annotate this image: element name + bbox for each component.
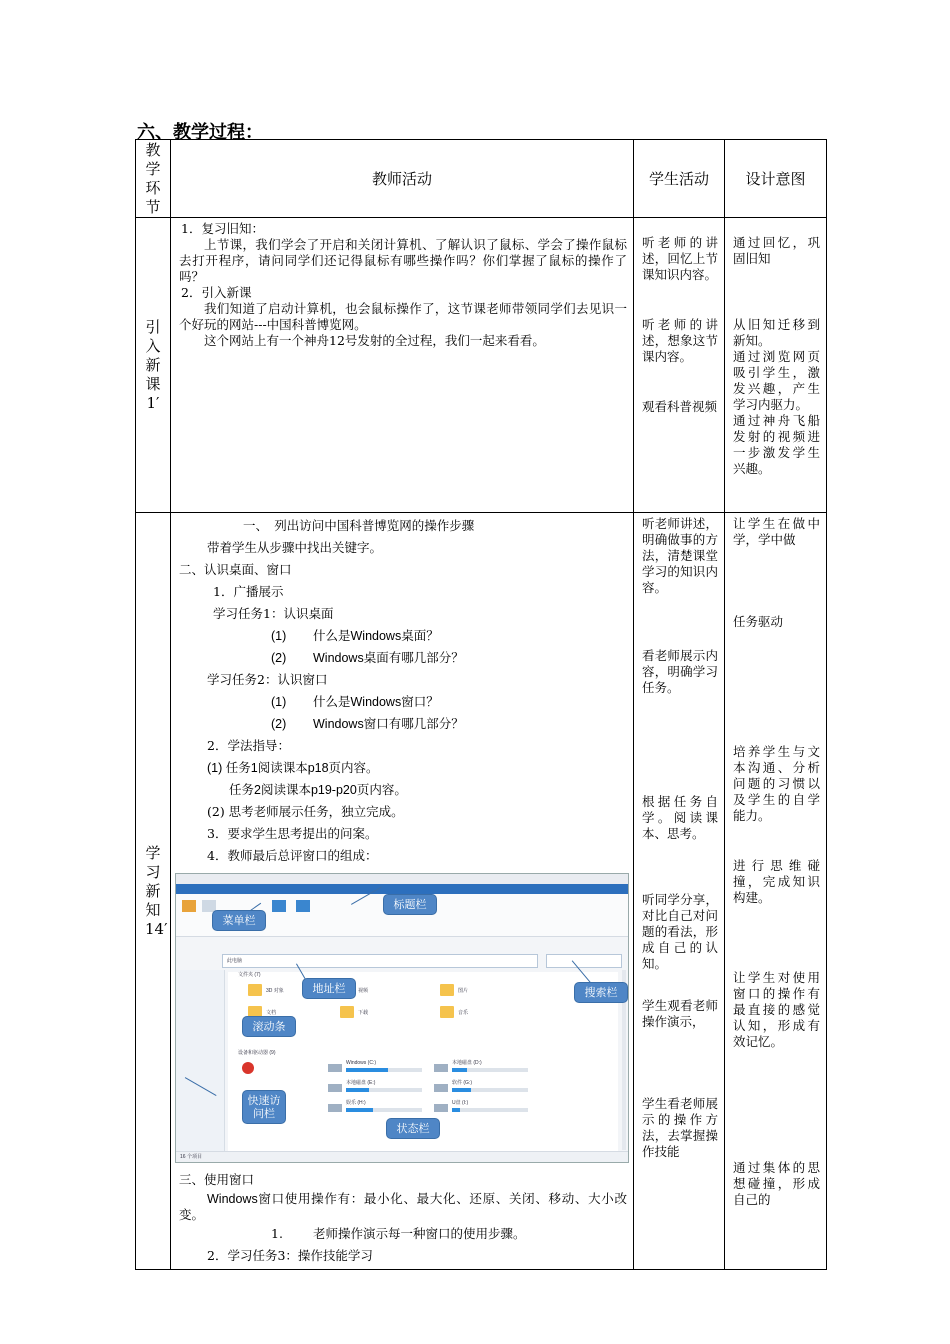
question-number: (2) bbox=[271, 717, 287, 731]
fig-folder-label: 视频 bbox=[358, 988, 369, 994]
question-text: 什么是Windows桌面？ bbox=[313, 629, 439, 643]
callout-status-bar: 状态栏 bbox=[386, 1118, 440, 1139]
step-number: 1. bbox=[271, 1226, 283, 1241]
list-item: 让学生对使用窗口的操作有最直接的感觉认知，形成有效记忆。 bbox=[733, 970, 820, 1049]
paragraph: 2．学习任务3：操作技能学习 bbox=[207, 1248, 373, 1263]
table-header-row bbox=[136, 140, 827, 218]
paragraph: 1．广播展示 bbox=[213, 584, 284, 599]
callout-search-bar: 搜索栏 bbox=[574, 982, 628, 1003]
settings-icon bbox=[296, 900, 310, 912]
callout-menu-bar: 菜单栏 bbox=[212, 910, 266, 931]
drive-usage-bar bbox=[346, 1088, 422, 1092]
drive-icon bbox=[328, 1064, 342, 1072]
task-title: 学习任务1：认识桌面 bbox=[213, 606, 334, 621]
section-heading: 六、教学过程： bbox=[137, 122, 263, 143]
header-design: 设计意图 bbox=[725, 140, 827, 218]
fig-devices-header: 设备和驱动器 (9) bbox=[238, 1050, 276, 1056]
list-item: 任务驱动 bbox=[733, 614, 784, 629]
question-item bbox=[179, 713, 627, 735]
paragraph: 4．教师最后总评窗口的组成： bbox=[207, 848, 378, 863]
step-heading: 二、认识桌面、窗口 bbox=[179, 562, 292, 577]
callout-address-bar: 地址栏 bbox=[302, 978, 356, 999]
list-item: 让学生在做中学，学中做 bbox=[733, 516, 820, 547]
question-number: (1) bbox=[271, 629, 287, 643]
fig-folder-label: 文档 bbox=[266, 1010, 277, 1016]
list-item: 观看科普视频 bbox=[642, 399, 718, 414]
fig-drive-label: U盘 (I:) bbox=[452, 1100, 469, 1106]
drive-usage-bar bbox=[452, 1088, 528, 1092]
fig-folder-label: 图片 bbox=[458, 988, 469, 994]
question-text: Windows窗口有哪几部分？ bbox=[313, 717, 464, 731]
student-activity-intro bbox=[634, 218, 725, 513]
question-text: Windows桌面有哪几部分？ bbox=[313, 651, 464, 665]
drive-icon bbox=[434, 1104, 448, 1112]
stage-intro: 引入新课1′ bbox=[136, 218, 171, 513]
callout-quick-access: 快速访问栏 bbox=[242, 1090, 286, 1124]
fig-navigation-pane bbox=[176, 970, 225, 1152]
fig-folder-label: 3D 对象 bbox=[266, 988, 284, 994]
list-item: 通过浏览网页吸引学生，激发兴趣，产生学习内驱力。 bbox=[733, 349, 820, 412]
fig-address-text: 此电脑 bbox=[227, 958, 243, 964]
list-item: 进行思维碰撞，完成知识构建。 bbox=[733, 858, 820, 905]
fig-address-box bbox=[222, 954, 538, 968]
design-intent-new bbox=[725, 513, 827, 1270]
question-item bbox=[179, 647, 627, 669]
item-title: 2．引入新课 bbox=[181, 285, 252, 300]
drive-icon bbox=[434, 1084, 448, 1092]
task-title: 学习任务2：认识窗口 bbox=[207, 672, 328, 687]
fig-drive-label: Windows (C:) bbox=[346, 1060, 377, 1066]
explorer-window-screenshot bbox=[175, 873, 629, 1163]
list-item: 培养学生与文本沟通、分析问题的习惯以及学生的自学能力。 bbox=[733, 744, 820, 823]
fig-drive-label: 本地磁盘 (E:) bbox=[346, 1080, 376, 1086]
table-row bbox=[136, 513, 827, 1270]
question-number: (2) bbox=[271, 651, 287, 665]
callout-title-bar: 标题栏 bbox=[383, 894, 437, 915]
table-row bbox=[136, 218, 827, 513]
paragraph: (1) 任务1阅读课本p18页内容。 bbox=[207, 761, 379, 775]
list-item: 听老师的讲述，想象这节课内容。 bbox=[642, 317, 718, 364]
fig-search-box bbox=[546, 954, 622, 968]
teacher-activity-new bbox=[171, 513, 634, 1270]
folder-icon bbox=[440, 1006, 454, 1018]
teaching-process-table bbox=[135, 139, 827, 1270]
paragraph: Windows窗口使用操作有：最小化、最大化、还原、关闭、移动、大小改变。 bbox=[179, 1192, 627, 1222]
header-teacher: 教师活动 bbox=[171, 140, 634, 218]
fig-drive-label: 本地磁盘 (D:) bbox=[452, 1060, 482, 1066]
fig-ribbon-tabs bbox=[176, 884, 628, 894]
question-item bbox=[179, 691, 627, 713]
paragraph: 2．学法指导： bbox=[207, 738, 290, 753]
fig-drive-label: 娱乐 (H:) bbox=[346, 1100, 366, 1106]
list-item: 听同学分享，对比自己对问题的看法，形成自己的认知。 bbox=[642, 892, 718, 971]
list-item: 学生观看老师操作演示， bbox=[642, 998, 718, 1029]
paragraph: 我们知道了启动计算机，也会鼠标操作了，这节课老师带领同学们去见识一个好玩的网站---中国科普博览网。 bbox=[179, 301, 627, 332]
fig-drive-label: 软件 (G:) bbox=[452, 1080, 472, 1086]
list-item: 听老师的讲述，回忆上节课知识内容。 bbox=[642, 235, 718, 282]
design-intent-intro bbox=[725, 218, 827, 513]
question-text: 什么是Windows窗口？ bbox=[313, 695, 439, 709]
list-item: 通过神舟飞船发射的视频进一步激发学生兴趣。 bbox=[733, 413, 820, 476]
folder-icon bbox=[440, 984, 454, 996]
paragraph: 任务2阅读课本p19-p20页内容。 bbox=[229, 783, 407, 797]
header-stage: 教学环节 bbox=[136, 140, 171, 218]
step-text: 老师操作演示每一种窗口的使用步骤。 bbox=[313, 1226, 526, 1241]
list-item: 学生看老师展示的操作方法，去掌握操作技能 bbox=[642, 1096, 718, 1159]
list-item: 听老师讲述，明确做事的方法，清楚课堂学习的知识内容。 bbox=[642, 516, 718, 595]
paragraph bbox=[179, 1223, 627, 1245]
paragraph: 这个网站上有一个神舟12号发射的全过程，我们一起来看看。 bbox=[204, 333, 545, 348]
folder-icon bbox=[248, 984, 262, 996]
callout-scrollbar: 滚动条 bbox=[242, 1016, 296, 1037]
network-icon bbox=[272, 900, 286, 912]
question-item bbox=[179, 625, 627, 647]
drive-icon bbox=[328, 1084, 342, 1092]
app-icon bbox=[242, 1062, 254, 1074]
fig-folders-header: 文件夹 (7) bbox=[238, 972, 261, 978]
list-item: 通过集体的思想碰撞，形成自己的 bbox=[733, 1160, 820, 1207]
fig-status-text: 16 个项目 bbox=[180, 1154, 202, 1160]
fig-status-bar bbox=[176, 1151, 628, 1162]
drive-usage-bar bbox=[346, 1068, 422, 1072]
student-activity-new bbox=[634, 513, 725, 1270]
drive-usage-bar bbox=[452, 1108, 528, 1112]
paragraph: 3．要求学生思考提出的问案。 bbox=[207, 826, 378, 841]
item-title: 1．复习旧知： bbox=[181, 221, 264, 236]
teacher-activity-intro bbox=[171, 218, 634, 513]
folder-icon bbox=[340, 1006, 354, 1018]
list-item: 从旧知迁移到新知。 bbox=[733, 317, 820, 348]
paragraph: 上节课，我们学会了开启和关闭计算机、了解认识了鼠标、学会了操作鼠标去打开程序，请问同学们还记得鼠标有哪些操作吗？你们掌握了鼠标的操作了吗？ bbox=[179, 237, 627, 284]
header-student: 学生活动 bbox=[634, 140, 725, 218]
paragraph: (2) 思考老师展示任务，独立完成。 bbox=[207, 804, 404, 819]
paragraph: 带着学生从步骤中找出关键字。 bbox=[207, 540, 383, 555]
list-item: 看老师展示内容，明确学习任务。 bbox=[642, 648, 718, 695]
list-item: 通过回忆，巩固旧知 bbox=[733, 235, 820, 266]
step-heading: 一、 列出访问中国科普博览网的操作步骤 bbox=[243, 518, 475, 533]
properties-icon bbox=[182, 900, 196, 912]
question-number: (1) bbox=[271, 695, 287, 709]
stage-new-knowledge: 学习新知14′ bbox=[136, 513, 171, 1270]
drive-icon bbox=[434, 1064, 448, 1072]
fig-folder-label: 音乐 bbox=[458, 1010, 469, 1016]
step-heading: 三、使用窗口 bbox=[179, 1172, 255, 1187]
drive-usage-bar bbox=[346, 1108, 422, 1112]
fig-folder-label: 下载 bbox=[358, 1010, 369, 1016]
drive-usage-bar bbox=[452, 1068, 528, 1072]
drive-icon bbox=[328, 1104, 342, 1112]
list-item: 根据任务自学。阅读课本、思考。 bbox=[642, 794, 718, 841]
